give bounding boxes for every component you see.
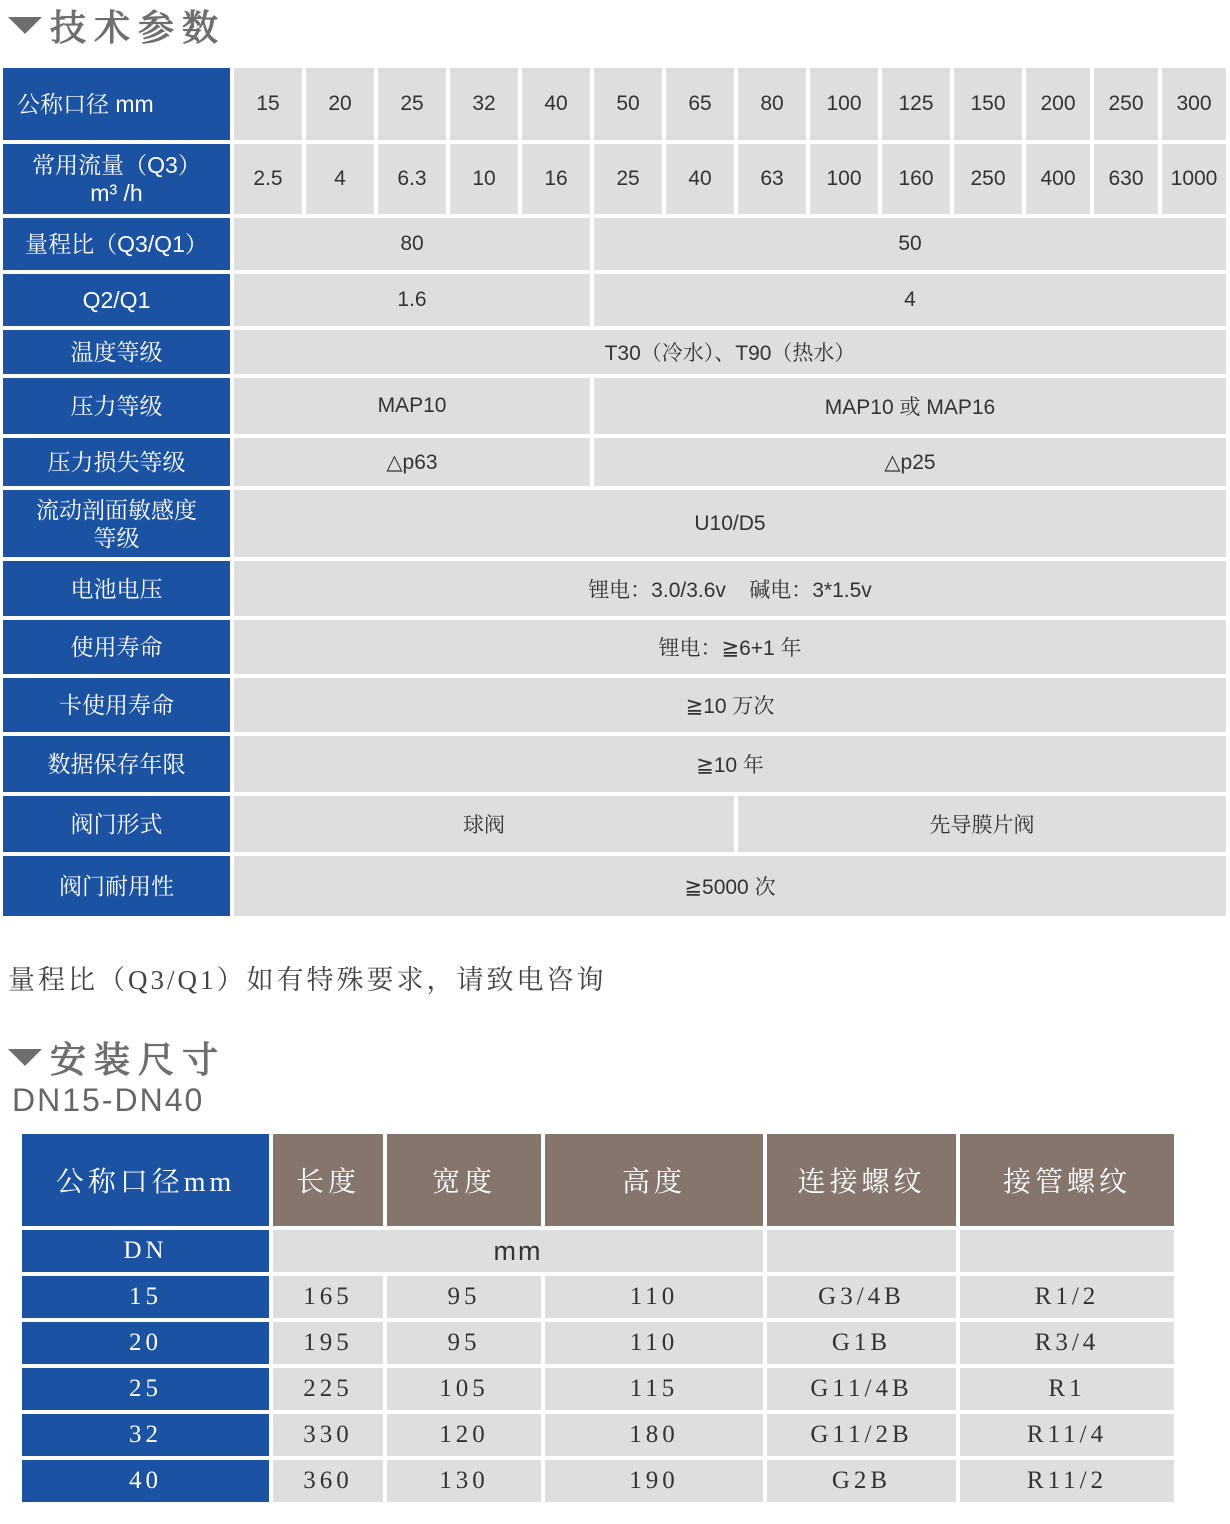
battery-voltage-row bbox=[3, 561, 1226, 616]
valve-type-small: 球阀 bbox=[234, 796, 734, 852]
row-dn: 32 bbox=[22, 1414, 269, 1456]
diameter-cell: 150 bbox=[954, 68, 1022, 140]
table-row bbox=[22, 1414, 1174, 1456]
diameter-cell: 50 bbox=[594, 68, 662, 140]
flow-row bbox=[3, 144, 1226, 214]
row-connection: G2B bbox=[767, 1460, 956, 1502]
valve-durability-value: ≧5000 次 bbox=[234, 856, 1226, 916]
table-row bbox=[22, 1322, 1174, 1364]
unit-dn: DN bbox=[22, 1230, 269, 1272]
flow-cell: 6.3 bbox=[378, 144, 446, 214]
row-dn: 20 bbox=[22, 1322, 269, 1364]
diameter-cell: 200 bbox=[1026, 68, 1090, 140]
row-width: 105 bbox=[387, 1368, 541, 1410]
diameter-cell: 80 bbox=[738, 68, 806, 140]
header-connection-thread: 连接螺纹 bbox=[767, 1134, 956, 1226]
flow-cell: 4 bbox=[306, 144, 374, 214]
flow-cell: 250 bbox=[954, 144, 1022, 214]
triangle-down-icon bbox=[8, 17, 42, 34]
diameter-cell: 125 bbox=[882, 68, 950, 140]
header-width: 宽度 bbox=[387, 1134, 541, 1226]
header-diameter: 公称口径mm bbox=[22, 1134, 269, 1226]
diameter-cell: 100 bbox=[810, 68, 878, 140]
pressure-label: 压力等级 bbox=[3, 378, 230, 434]
flow-cell: 16 bbox=[522, 144, 590, 214]
diameter-cell: 250 bbox=[1094, 68, 1158, 140]
row-dn: 40 bbox=[22, 1460, 269, 1502]
flow-profile-row bbox=[3, 490, 1226, 557]
battery-voltage-label: 电池电压 bbox=[3, 561, 230, 616]
pressure-loss-row bbox=[3, 438, 1226, 486]
range-ratio-note: 量程比（Q3/Q1）如有特殊要求，请致电咨询 bbox=[8, 965, 607, 995]
flow-cell: 100 bbox=[810, 144, 878, 214]
row-length: 330 bbox=[273, 1414, 383, 1456]
pressure-large: MAP10 或 MAP16 bbox=[594, 378, 1226, 434]
battery-voltage-value: 锂电：3.0/3.6v 碱电：3*1.5v bbox=[234, 561, 1226, 616]
install-header-row bbox=[22, 1134, 1174, 1226]
flow-cell: 10 bbox=[450, 144, 518, 214]
table-row bbox=[22, 1368, 1174, 1410]
flow-cell: 2.5 bbox=[234, 144, 302, 214]
diameter-cell: 300 bbox=[1162, 68, 1226, 140]
install-section-header bbox=[8, 1032, 226, 1083]
row-connection: G3/4B bbox=[767, 1276, 956, 1318]
q2q1-label: Q2/Q1 bbox=[3, 274, 230, 326]
flow-label bbox=[3, 144, 230, 214]
q2q1-small: 1.6 bbox=[234, 274, 590, 326]
triangle-down-icon bbox=[8, 1049, 42, 1066]
valve-durability-row bbox=[3, 856, 1226, 916]
tech-params-table bbox=[0, 64, 1230, 920]
card-life-value: ≧10 万次 bbox=[234, 678, 1226, 732]
range-ratio-row bbox=[3, 218, 1226, 270]
diameter-label: 公称口径 mm bbox=[3, 68, 230, 140]
row-length: 360 bbox=[273, 1460, 383, 1502]
diameter-cell: 20 bbox=[306, 68, 374, 140]
tech-section-header bbox=[8, 0, 226, 51]
diameter-row bbox=[3, 68, 1226, 140]
range-ratio-large: 50 bbox=[594, 218, 1226, 270]
data-retention-label: 数据保存年限 bbox=[3, 736, 230, 792]
diameter-cell: 15 bbox=[234, 68, 302, 140]
temperature-label: 温度等级 bbox=[3, 330, 230, 374]
temperature-value: T30（冷水）、T90（热水） bbox=[234, 330, 1226, 374]
flow-cell: 63 bbox=[738, 144, 806, 214]
row-length: 165 bbox=[273, 1276, 383, 1318]
row-dn: 25 bbox=[22, 1368, 269, 1410]
row-connection: G11/4B bbox=[767, 1368, 956, 1410]
row-width: 120 bbox=[387, 1414, 541, 1456]
row-width: 95 bbox=[387, 1322, 541, 1364]
diameter-cell: 40 bbox=[522, 68, 590, 140]
unit-empty-pipe bbox=[960, 1230, 1174, 1272]
install-unit-row bbox=[22, 1230, 1174, 1272]
row-connection: G1B bbox=[767, 1322, 956, 1364]
row-pipe: R11/4 bbox=[960, 1414, 1174, 1456]
valve-type-label: 阀门形式 bbox=[3, 796, 230, 852]
flow-cell: 40 bbox=[666, 144, 734, 214]
flow-cell: 1000 bbox=[1162, 144, 1226, 214]
q2q1-large: 4 bbox=[594, 274, 1226, 326]
install-section-subtitle: DN15-DN40 bbox=[12, 1082, 205, 1118]
data-retention-value: ≧10 年 bbox=[234, 736, 1226, 792]
row-height: 110 bbox=[545, 1322, 763, 1364]
unit-empty-connection bbox=[767, 1230, 956, 1272]
row-dn: 15 bbox=[22, 1276, 269, 1318]
pressure-loss-small: △p63 bbox=[234, 438, 590, 486]
card-life-row bbox=[3, 678, 1226, 732]
service-life-label: 使用寿命 bbox=[3, 620, 230, 674]
flow-label-line1: 常用流量（Q3） bbox=[32, 152, 201, 178]
row-width: 130 bbox=[387, 1460, 541, 1502]
pressure-small: MAP10 bbox=[234, 378, 590, 434]
install-section-title: 安装尺寸 bbox=[50, 1039, 227, 1080]
row-height: 190 bbox=[545, 1460, 763, 1502]
header-length: 长度 bbox=[273, 1134, 383, 1226]
valve-type-row bbox=[3, 796, 1226, 852]
pressure-loss-label: 压力损失等级 bbox=[3, 438, 230, 486]
row-height: 110 bbox=[545, 1276, 763, 1318]
temperature-row bbox=[3, 330, 1226, 374]
row-height: 115 bbox=[545, 1368, 763, 1410]
flow-profile-label bbox=[3, 490, 230, 557]
install-dimensions-table bbox=[18, 1130, 1178, 1506]
service-life-value: 锂电：≧6+1 年 bbox=[234, 620, 1226, 674]
row-pipe: R3/4 bbox=[960, 1322, 1174, 1364]
table-row bbox=[22, 1276, 1174, 1318]
valve-type-large: 先导膜片阀 bbox=[738, 796, 1226, 852]
row-pipe: R11/2 bbox=[960, 1460, 1174, 1502]
row-pipe: R1 bbox=[960, 1368, 1174, 1410]
row-connection: G11/2B bbox=[767, 1414, 956, 1456]
diameter-cell: 25 bbox=[378, 68, 446, 140]
header-height: 高度 bbox=[545, 1134, 763, 1226]
valve-durability-label: 阀门耐用性 bbox=[3, 856, 230, 916]
pressure-loss-large: △p25 bbox=[594, 438, 1226, 486]
flow-profile-value: U10/D5 bbox=[234, 490, 1226, 557]
service-life-row bbox=[3, 620, 1226, 674]
flow-cell: 25 bbox=[594, 144, 662, 214]
table-row bbox=[22, 1460, 1174, 1502]
flow-label-line2: m³ /h bbox=[90, 180, 143, 206]
row-length: 195 bbox=[273, 1322, 383, 1364]
row-length: 225 bbox=[273, 1368, 383, 1410]
diameter-cell: 32 bbox=[450, 68, 518, 140]
range-ratio-label: 量程比（Q3/Q1） bbox=[3, 218, 230, 270]
card-life-label: 卡使用寿命 bbox=[3, 678, 230, 732]
row-height: 180 bbox=[545, 1414, 763, 1456]
flow-cell: 160 bbox=[882, 144, 950, 214]
row-width: 95 bbox=[387, 1276, 541, 1318]
flow-profile-label-line1: 流动剖面敏感度 bbox=[36, 496, 197, 523]
tech-section-title: 技术参数 bbox=[50, 7, 227, 48]
row-pipe: R1/2 bbox=[960, 1276, 1174, 1318]
range-ratio-small: 80 bbox=[234, 218, 590, 270]
flow-cell: 630 bbox=[1094, 144, 1158, 214]
diameter-cell: 65 bbox=[666, 68, 734, 140]
q2q1-row bbox=[3, 274, 1226, 326]
header-pipe-thread: 接管螺纹 bbox=[960, 1134, 1174, 1226]
pressure-row bbox=[3, 378, 1226, 434]
unit-mm: mm bbox=[273, 1230, 763, 1272]
flow-cell: 400 bbox=[1026, 144, 1090, 214]
flow-profile-label-line2: 等级 bbox=[93, 524, 140, 551]
data-retention-row bbox=[3, 736, 1226, 792]
